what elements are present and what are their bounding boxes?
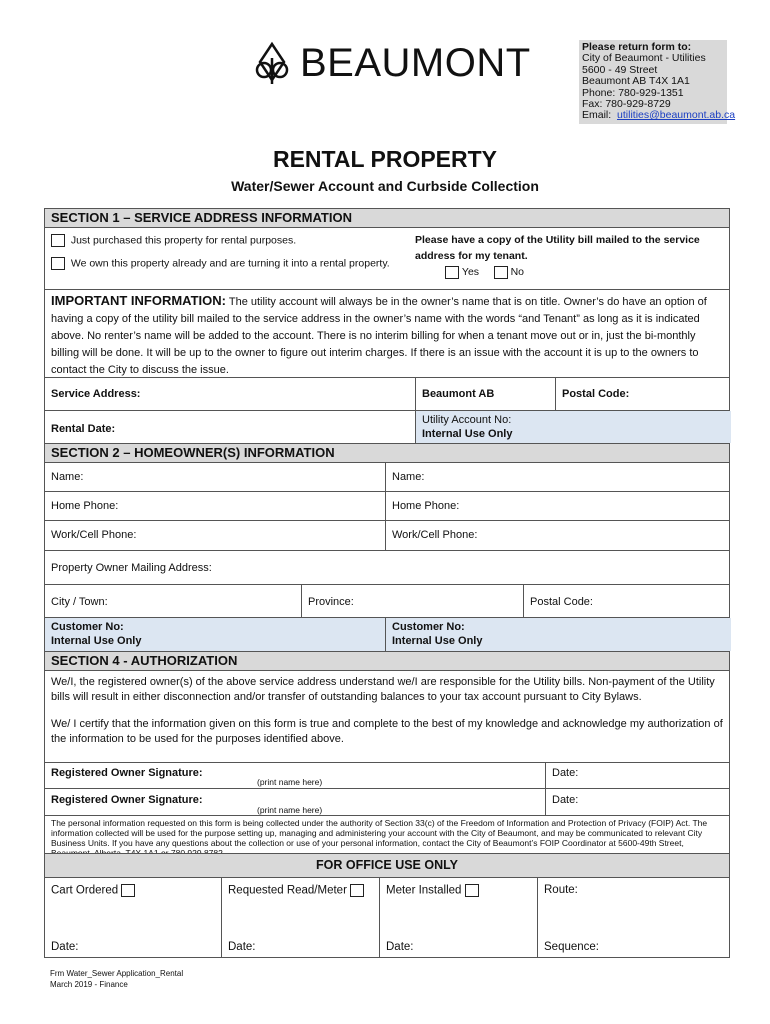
authorization-para1: We/I, the registered owner(s) of the above service address understand we/I are responsible for the Utility bills. Non-payment of the Utility bills will result in either disconnection and/or transfer of outstanding balances to your tax account pursuant to City Bylaws.: [51, 676, 715, 703]
date-field[interactable]: Date:: [545, 763, 731, 788]
important-paragraph: [45, 290, 729, 381]
city-field[interactable]: City / Town:: [51, 596, 108, 608]
owner1-name-field[interactable]: Name:: [51, 471, 84, 483]
requested-read-label: Requested Read/Meter: [228, 884, 347, 897]
email-label: Email:: [582, 109, 612, 122]
return-heading: Please return form to:: [582, 41, 692, 53]
important-info: [44, 289, 730, 377]
meter-installed-checkbox[interactable]: [465, 884, 479, 897]
route-field[interactable]: Route:: [544, 884, 578, 896]
meter-installed-label: Meter Installed: [386, 884, 462, 897]
logo-text: BEAUMONT: [300, 41, 531, 85]
print-name-hint: (print name here): [257, 805, 323, 815]
rental-date-field[interactable]: Rental Date:: [51, 423, 116, 435]
yes-checkbox[interactable]: [445, 266, 459, 279]
return-line: 5600 - 49 Street: [582, 63, 658, 76]
work-phone-row: [44, 520, 730, 550]
city-row: [44, 584, 730, 617]
form-id: Frm Water_Sewer Application_Rental: [50, 969, 184, 978]
utility-account-box: [415, 411, 731, 443]
owner2-name-field[interactable]: Name:: [385, 463, 731, 491]
signature-row: [44, 788, 730, 815]
mailing-row: [44, 550, 730, 584]
customer-no-box: [45, 618, 385, 651]
section4-heading: SECTION 4 - AUTHORIZATION: [44, 651, 730, 670]
owner2-work-phone-field[interactable]: Work/Cell Phone:: [385, 521, 731, 550]
province-field[interactable]: Province:: [301, 585, 523, 617]
cart-date-field[interactable]: Date:: [51, 941, 79, 953]
no-label: No: [510, 266, 525, 278]
foip-notice: The personal information requested on this form is being collected under the authority of Section 33(c) of the Freedom of Information and Protection of Privacy (FOIP) Act. The information collected will be used for the purpose setting up, managing and administering your account with the City of Beaumont, and may be communicated to relevant City Business Units. If you have any questions about the collection or use of your personal information, contact the City of Beaumont’s FOIP Coordinator at 5600-49th Street,: [51, 818, 708, 848]
option1-label: Just purchased this property for rental purposes.: [70, 234, 297, 247]
customer-no-label: Customer No:: [51, 621, 124, 633]
cart-ordered-label: Cart Ordered: [51, 884, 119, 897]
purpose-options: [45, 228, 409, 289]
copy-request: [409, 228, 731, 289]
utility-account-label: Utility Account No:: [422, 414, 512, 426]
internal-use-label: Internal Use Only: [422, 428, 513, 440]
rental-date-row: [44, 410, 730, 443]
beaumont-emblem-icon: [250, 40, 294, 86]
important-text: The utility account will always be in the owner’s name that is on title. Owner’s do have an option of having a copy of the utility bill mailed to the service address in the owner’s name with the words “and Tenant” as long as it is indicated above. No renter’s name will be added to the account. There is no interim billing for when a tenant move out or in, just the bi-monthly billing will be done. It will be up to the owner to figure out interim charges. If there is an issue with the account it is up to the owners to contact the City to discuss the issue.: [51, 296, 707, 376]
owner1-work-phone-field[interactable]: Work/Cell Phone:: [51, 529, 137, 541]
requested-read-cell: [221, 878, 379, 957]
section2-heading: SECTION 2 – HOMEOWNER(S) INFORMATION: [44, 443, 730, 462]
signature-field[interactable]: [45, 763, 545, 788]
internal-use-label: Internal Use Only: [51, 635, 142, 647]
meter-date-field[interactable]: Date:: [386, 941, 414, 953]
service-address-field[interactable]: Service Address:: [51, 388, 141, 400]
return-line: Beaumont AB T4X 1A1: [582, 75, 690, 88]
service-address-row: [44, 377, 730, 410]
date-field[interactable]: Date:: [545, 789, 731, 815]
internal-use-label: Internal Use Only: [392, 635, 483, 647]
section1-heading: SECTION 1 – SERVICE ADDRESS INFORMATION: [44, 208, 730, 227]
office-use-heading: FOR OFFICE USE ONLY: [44, 853, 730, 877]
signature-row: [44, 762, 730, 788]
postal-field[interactable]: Postal Code:: [523, 585, 731, 617]
own-already-checkbox[interactable]: [51, 257, 65, 270]
important-lead: IMPORTANT INFORMATION:: [51, 293, 226, 308]
cart-ordered-checkbox[interactable]: [121, 884, 135, 897]
no-checkbox[interactable]: [494, 266, 508, 279]
foip-notice-row: [44, 815, 730, 853]
meter-installed-cell: [379, 878, 537, 957]
sequence-field[interactable]: Sequence:: [544, 941, 599, 953]
form-footer: [50, 968, 183, 990]
section1-options: [44, 227, 730, 289]
return-line: City of Beaumont - Utilities: [582, 52, 706, 65]
page-title: RENTAL PROPERTY: [272, 146, 498, 172]
signature-field[interactable]: [45, 789, 545, 815]
yes-label: Yes: [461, 266, 480, 278]
customer-no-box: [385, 618, 731, 651]
postal-code-field[interactable]: Postal Code:: [555, 378, 731, 410]
home-phone-row: [44, 491, 730, 520]
return-line: Fax: 780-929-8729: [582, 98, 671, 111]
customer-no-row: [44, 617, 730, 651]
requested-read-checkbox[interactable]: [350, 884, 364, 897]
name-row: [44, 462, 730, 491]
read-date-field[interactable]: Date:: [228, 941, 256, 953]
route-cell: [537, 878, 731, 957]
mailing-address-field[interactable]: Property Owner Mailing Address:: [51, 562, 212, 574]
print-name-hint: (print name here): [257, 777, 323, 787]
owner1-home-phone-field[interactable]: Home Phone:: [51, 500, 119, 512]
purchased-checkbox[interactable]: [51, 234, 65, 247]
logo: [250, 38, 531, 88]
email-link[interactable]: utilities@beaumont.ab.ca: [617, 109, 736, 122]
authorization-para2: We/ I certify that the information given on this form is true and complete to the best of my knowledge and acknowledge my authorization of the information to be used for the purposes identified above.: [51, 718, 723, 745]
signature-label: Registered Owner Signature:: [51, 767, 203, 779]
authorization-text: [44, 670, 730, 762]
office-use-row: [44, 877, 730, 958]
return-address-box: [579, 40, 736, 124]
return-line: Phone: 780-929-1351: [582, 86, 684, 99]
cart-ordered-cell: [45, 878, 221, 957]
customer-no-label: Customer No:: [392, 621, 465, 633]
copy-question: Please have a copy of the Utility bill mailed to the service address for my tenant.: [415, 234, 700, 262]
owner2-home-phone-field[interactable]: Home Phone:: [385, 492, 731, 520]
town-value: Beaumont AB: [415, 378, 555, 410]
page-subtitle: Water/Sewer Account and Curbside Collection: [231, 178, 539, 194]
signature-label: Registered Owner Signature:: [51, 794, 203, 806]
form-date: March 2019 - Finance: [50, 980, 128, 989]
form: [44, 208, 730, 958]
option2-label: We own this property already and are turning it into a rental property.: [70, 257, 390, 270]
